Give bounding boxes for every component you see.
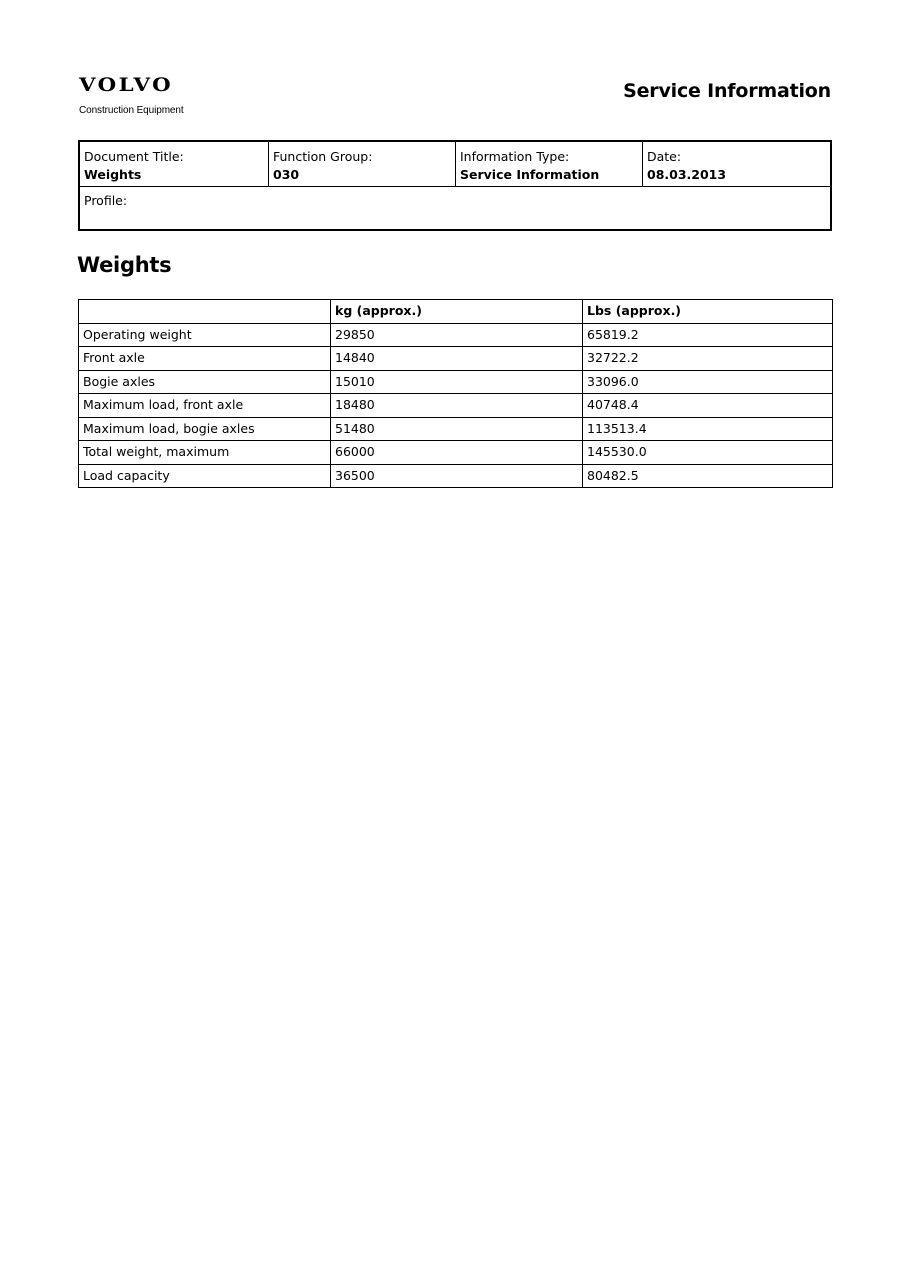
meta-function-group bbox=[268, 142, 455, 186]
table-cell: Maximum load, bogie axles bbox=[79, 417, 331, 441]
table-row bbox=[79, 417, 833, 441]
brand-logo bbox=[79, 74, 184, 116]
brand-wordmark: VOLVO bbox=[79, 74, 174, 96]
meta-label: Profile: bbox=[84, 193, 128, 208]
table-header-row bbox=[79, 300, 833, 324]
table-cell: 51480 bbox=[331, 417, 583, 441]
meta-value: 030 bbox=[273, 167, 300, 182]
table-cell: 33096.0 bbox=[583, 370, 833, 394]
meta-value: Weights bbox=[84, 167, 142, 182]
meta-label: Date: bbox=[647, 149, 682, 164]
column-header: Lbs (approx.) bbox=[583, 300, 833, 324]
table-cell: Total weight, maximum bbox=[79, 441, 331, 465]
column-header bbox=[79, 300, 331, 324]
meta-label: Function Group: bbox=[273, 149, 373, 164]
table-cell: 15010 bbox=[331, 370, 583, 394]
meta-value: 08.03.2013 bbox=[647, 167, 727, 182]
table-cell: 65819.2 bbox=[583, 323, 833, 347]
table-cell: Operating weight bbox=[79, 323, 331, 347]
meta-label: Document Title: bbox=[84, 149, 184, 164]
table-cell: 29850 bbox=[331, 323, 583, 347]
meta-label: Information Type: bbox=[460, 149, 570, 164]
table-cell: 145530.0 bbox=[583, 441, 833, 465]
table-cell: 18480 bbox=[331, 394, 583, 418]
meta-document-title bbox=[80, 142, 268, 186]
table-row bbox=[79, 394, 833, 418]
document-meta-table bbox=[78, 140, 832, 231]
table-cell: 113513.4 bbox=[583, 417, 833, 441]
section-title: Weights bbox=[77, 253, 172, 277]
table-cell: Maximum load, front axle bbox=[79, 394, 331, 418]
meta-row bbox=[80, 142, 830, 187]
table-cell: Bogie axles bbox=[79, 370, 331, 394]
meta-value: Service Information bbox=[460, 167, 600, 182]
weights-table bbox=[78, 299, 833, 488]
brand-subtitle: Construction Equipment bbox=[79, 105, 184, 116]
meta-date bbox=[642, 142, 830, 186]
table-cell: 14840 bbox=[331, 347, 583, 371]
table-row bbox=[79, 464, 833, 488]
table-cell: 80482.5 bbox=[583, 464, 833, 488]
document-type-heading: Service Information bbox=[623, 80, 831, 102]
table-cell: 66000 bbox=[331, 441, 583, 465]
table-row bbox=[79, 441, 833, 465]
table-row bbox=[79, 370, 833, 394]
table-cell: Load capacity bbox=[79, 464, 331, 488]
table-cell: Front axle bbox=[79, 347, 331, 371]
column-header: kg (approx.) bbox=[331, 300, 583, 324]
meta-information-type bbox=[455, 142, 642, 186]
table-row bbox=[79, 323, 833, 347]
table-cell: 32722.2 bbox=[583, 347, 833, 371]
meta-profile bbox=[80, 187, 830, 210]
table-cell: 40748.4 bbox=[583, 394, 833, 418]
table-cell: 36500 bbox=[331, 464, 583, 488]
table-row bbox=[79, 347, 833, 371]
